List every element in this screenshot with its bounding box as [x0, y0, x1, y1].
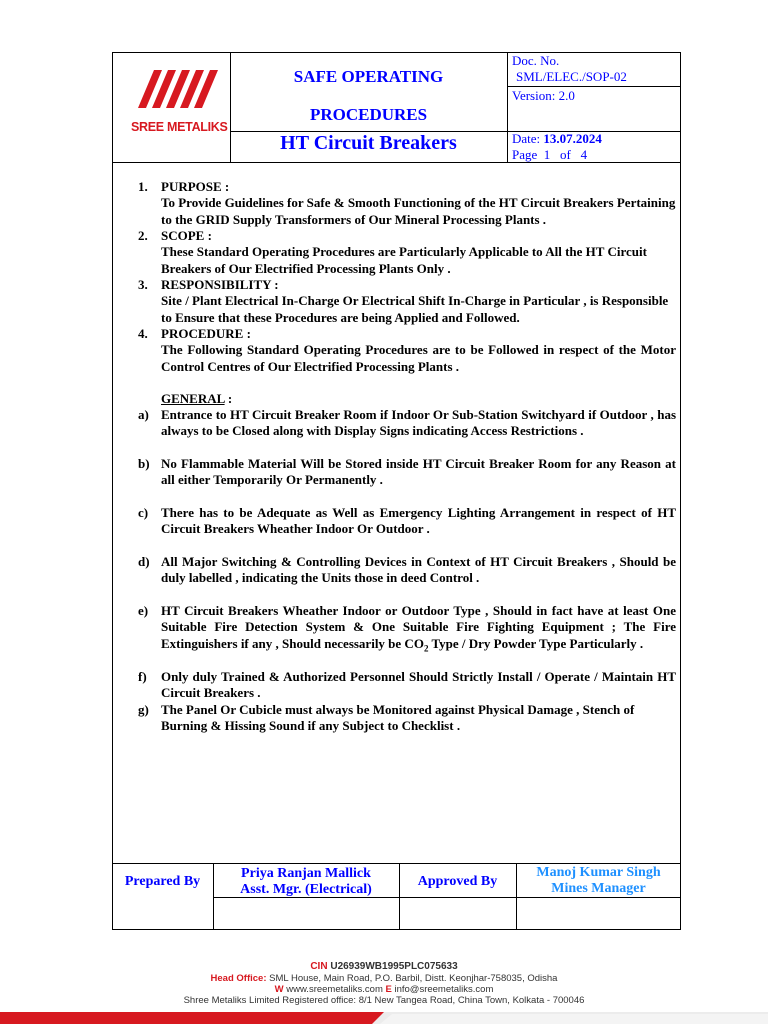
web-label: W — [274, 984, 284, 995]
footer-contact — [0, 984, 768, 995]
item-text: The Panel Or Cubicle must always be Monitored against Physical Damage , Stench of Burning & Hissing Sound if any Subject to Checklist . — [161, 702, 635, 734]
divider — [507, 53, 508, 163]
item-label: e) — [138, 603, 149, 618]
company-logo — [132, 66, 228, 132]
doc-no-label: Doc. No. — [512, 53, 560, 68]
section-number: 3. — [138, 277, 148, 292]
section-heading: SCOPE : — [161, 228, 212, 243]
cin-value: U26939WB1995PLC075633 — [327, 961, 458, 972]
section-number: 1. — [138, 179, 148, 194]
doc-no-value: SML/ELEC./SOP-02 — [516, 69, 627, 84]
cin-label: CIN — [310, 961, 328, 972]
item-label: a) — [138, 407, 149, 422]
general-heading — [161, 391, 232, 407]
item-text: There has to be Adequate as Well as Emergency Lighting Arrangement in respect of HT Circuit Breakers Wheather Indoor Or Outdoor . — [161, 505, 676, 537]
item-text-part: Type / Dry Powder Type Particularly . — [428, 635, 644, 651]
date-label: Date: — [512, 131, 544, 146]
section-text: To Provide Guidelines for Safe & Smooth Functioning of the HT Circuit Breakers Pertaining to the GRID Supply Transformers of Our Mineral Processing Plants . — [161, 195, 676, 227]
divider — [507, 86, 681, 87]
divider — [112, 863, 681, 864]
item-text: Entrance to HT Circuit Breaker Room if Indoor Or Sub-Station Switchyard if Outdoor , has always to be Closed along with Display Signs indicating Access Restrictions . — [161, 407, 676, 439]
email-label: E — [385, 984, 392, 995]
item-text-part: HT Circuit Breakers Wheather Indoor or Outdoor Type , Should in fact have at least One Suitable Fire Detection System & One Suitable Fire Fighting Equipment ; The Fire Extinguishers if any , Should necessarily be CO — [161, 603, 676, 651]
prepared-by-label: Prepared By — [124, 874, 201, 889]
section-number: 2. — [138, 228, 148, 243]
section-text: Site / Plant Electrical In-Charge Or Electrical Shift In-Charge in Particular , is Responsible to Ensure that these Procedures are being Applied and Followed. — [161, 293, 669, 325]
item-text — [161, 603, 676, 657]
section-text: These Standard Operating Procedures are Particularly Applicable to All the HT Circuit Breakers of Our Electrified Processing Plants Only . — [161, 244, 647, 276]
section-heading: PROCEDURE : — [161, 326, 251, 341]
head-office-address: SML House, Main Road, P.O. Barbil, Distt. Keonjhar-758035, Odisha — [266, 973, 558, 984]
page-number: Page 1 of 4 — [512, 147, 588, 162]
section-text: The Following Standard Operating Procedures are to be Followed in respect of the Motor Control Centres of Our Electrified Processing Plants . — [161, 342, 676, 374]
approved-by-label: Approved By — [417, 874, 498, 889]
subscript: 2 — [423, 643, 429, 654]
footer-cin — [0, 961, 768, 972]
section-number: 4. — [138, 326, 148, 341]
logo-text: SREE METALIKS — [131, 120, 228, 134]
logo-stripes-icon — [132, 66, 228, 112]
item-label: c) — [138, 505, 149, 520]
item-label: g) — [138, 702, 149, 717]
item-text: No Flammable Material Will be Stored inside HT Circuit Breaker Room for any Reason at all either Temporarily Or Permanently . — [161, 456, 676, 488]
item-text: All Major Switching & Controlling Devices in Context of HT Circuit Breakers , Should be duly labelled , indicating the Units those in deed Control . — [161, 554, 676, 586]
approved-by-title: Mines Manager — [551, 881, 646, 896]
item-label: b) — [138, 456, 150, 471]
general-colon: : — [224, 391, 233, 406]
item-label: f) — [138, 669, 147, 684]
version: Version: 2.0 — [512, 88, 575, 103]
title-line1: SAFE OPERATING — [293, 67, 444, 86]
footer-bar-icon — [0, 1008, 768, 1024]
general-heading-text: GENERAL — [161, 391, 225, 406]
section-heading: PURPOSE : — [161, 179, 230, 194]
section-heading: RESPONSIBILITY : — [161, 277, 279, 292]
prepared-by-title: Asst. Mgr. (Electrical) — [240, 882, 372, 897]
footer-registered-office: Shree Metaliks Limited Registered office: 8/1 New Tangea Road, China Town, Kolkata - 700046 — [183, 995, 585, 1006]
date-value: 13.07.2024 — [543, 131, 602, 146]
subtitle: HT Circuit Breakers — [280, 132, 457, 154]
title-line2: PROCEDURES — [309, 105, 428, 124]
date — [512, 131, 602, 147]
approved-by-name: Manoj Kumar Singh — [536, 865, 661, 880]
item-label: d) — [138, 554, 150, 569]
head-office-label: Head Office: — [210, 973, 267, 984]
website-link[interactable]: www.sreemetaliks.com — [283, 984, 386, 995]
email-link[interactable]: info@sreemetaliks.com — [391, 984, 494, 995]
prepared-by-name: Priya Ranjan Mallick — [241, 866, 371, 881]
item-text: Only duly Trained & Authorized Personnel Should Strictly Install / Operate / Maintain HT Circuit Breakers . — [161, 669, 676, 701]
footer-head-office — [0, 973, 768, 984]
